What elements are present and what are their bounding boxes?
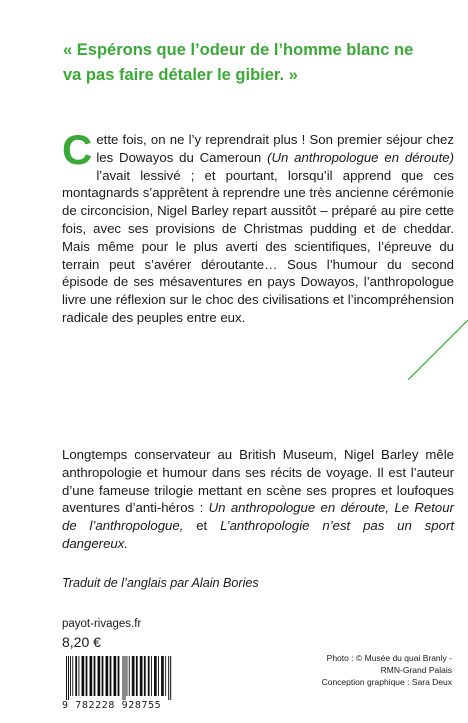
barcode-bar <box>90 656 93 696</box>
barcode-bar <box>165 656 166 696</box>
barcode-bar <box>144 656 146 696</box>
barcode-bar <box>123 656 124 700</box>
barcode-bar <box>79 656 80 696</box>
barcode-bar <box>114 656 117 696</box>
barcode-bar <box>161 656 164 696</box>
blurb-text-start: ette fois, on ne l’y reprendrait plus ! Son premier séjour chez les Dowayos du Cameroun <box>96 132 454 165</box>
barcode-bar <box>125 656 126 700</box>
back-cover-quote: « Espérons que l’odeur de l’homme blanc ne va pas faire détaler le gibier. » <box>63 41 414 84</box>
author-bio <box>62 446 454 553</box>
barcode-bar <box>140 656 143 696</box>
barcode-bars <box>62 656 212 700</box>
price: 8,20 € <box>62 634 101 650</box>
translator-credit: Traduit de l’anglais par Alain Bories <box>62 576 259 590</box>
blurb-paragraph <box>62 126 454 327</box>
decorative-line <box>408 320 468 380</box>
barcode-bar <box>136 656 138 696</box>
blurb-book-title: (Un anthropologue en déroute) <box>267 149 454 165</box>
barcode-bar <box>132 656 135 696</box>
barcode <box>62 656 212 703</box>
barcode-bar <box>106 656 109 696</box>
barcode-bar <box>66 656 67 700</box>
barcode-bar <box>70 656 71 696</box>
drop-cap: C <box>62 126 93 173</box>
publisher-website: payot-rivages.fr <box>62 618 142 630</box>
barcode-bar <box>68 656 69 700</box>
photo-credit <box>252 652 452 688</box>
barcode-bar <box>154 656 157 696</box>
barcode-bar <box>110 656 112 696</box>
barcode-bar <box>148 656 150 696</box>
barcode-bar <box>127 656 128 696</box>
barcode-bar <box>98 656 101 696</box>
photo-credit-line: Photo : © Musée du quai Branly - <box>326 653 452 663</box>
blurb-text-end: l’avait lessivé ; et pourtant, lorsqu’il apprend que ces montagnards s’apprêtent à reprendre une très ancienne cérémonie de circoncision, Nigel Barley repart aussitôt – préparé au pire cette fois, avec ses provisions de Christmas pudding et de cheddar. Mais même pour le plus averti des scientifiques, l’épreuve du terrain peut s’avérer déroutante… Sous l’humour du second épisode de ses mésaventures en pays Dowayos, l’anthropologue livre une réflexion sur le choc des civilisations et l’incompréhension radicale des peuples entre eux. <box>62 167 454 325</box>
barcode-bar <box>151 656 152 696</box>
book-blurb <box>62 126 454 327</box>
bio-titles-2: L’anthropologie n’est pas un sport dangereux. <box>62 518 454 551</box>
barcode-bar <box>94 656 96 696</box>
barcode-bar <box>102 656 104 696</box>
barcode-bar <box>82 656 85 696</box>
barcode-bar <box>118 656 120 696</box>
bio-titles-1: Un anthropologue en déroute, Le Retour de l’anthropologue, <box>62 500 454 534</box>
bio-text-middle: et <box>183 518 221 534</box>
isbn-number: 9 782228 928755 <box>62 700 162 711</box>
barcode-bar <box>158 656 159 696</box>
barcode-bar <box>86 656 88 696</box>
barcode-bar <box>75 656 77 696</box>
design-credit-line: Conception graphique : Sara Deux <box>321 677 452 687</box>
barcode-bar <box>72 656 73 696</box>
photo-credit-line: RMN-Grand Palais <box>380 665 452 675</box>
barcode-bar <box>168 656 169 700</box>
barcode-bar <box>170 656 171 700</box>
barcode-bar <box>129 656 130 696</box>
bio-text-start: Longtemps conservateur au British Museum, Nigel Barley mêle anthropologie et humour dans ses récits de voyage. Il est l’auteur d’une fameuse trilogie mettant en scène ses propres et loufoques aventures d’anti-héros : <box>62 447 454 516</box>
